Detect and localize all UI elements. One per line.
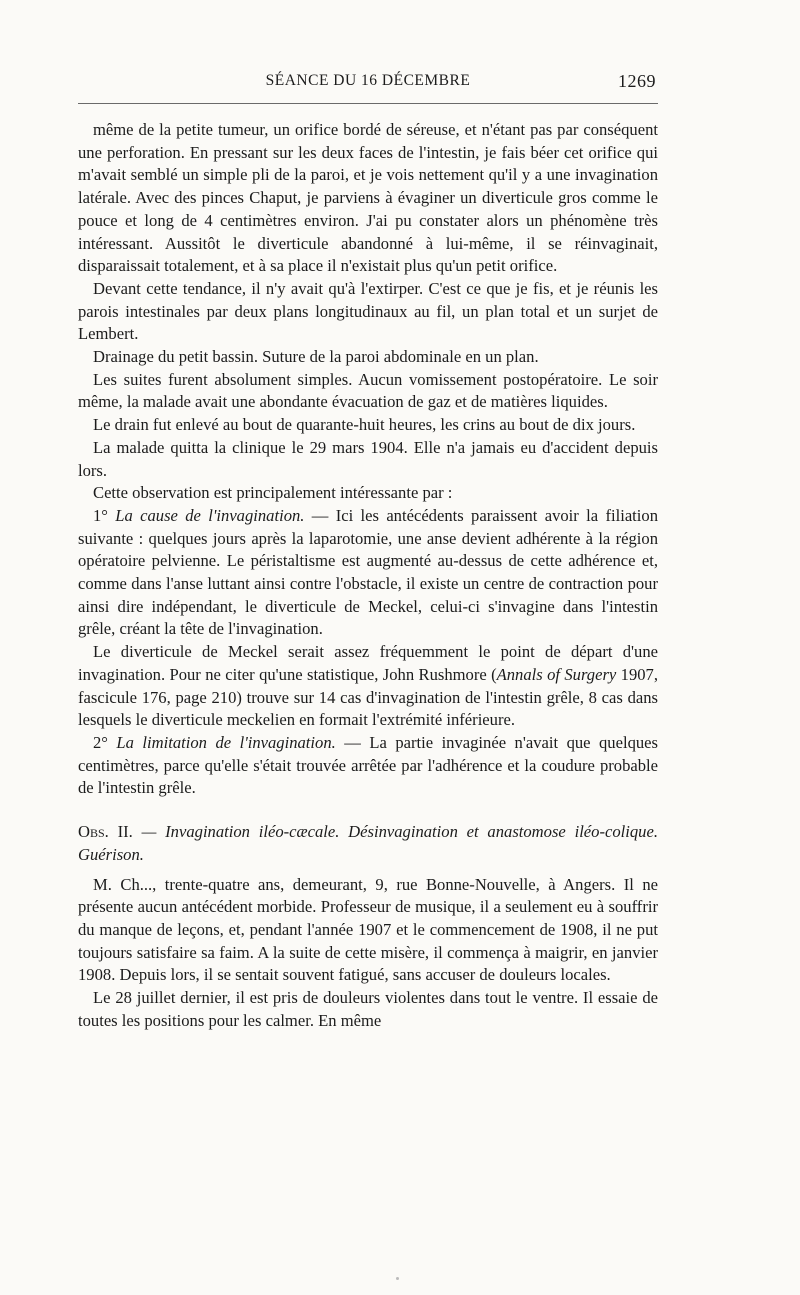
point-number: 1° <box>93 505 116 525</box>
paragraph: même de la petite tumeur, un orifice bordé de séreuse, et n'étant pas par conséquent une perforation. En pressant sur les deux faces de l'intestin, je fais béer cet orifice qui m'avait semblé un simple pli de la paroi, et je vois nettement qu'il y a une invagination latérale. Avec des pinces Chaput, je parviens à évaginer un diverticule gros comme le pouce et long de 4 centimètres environ. J'ai pu constater alors un phénomène très intéressant. Aussitôt le diverticule abandonné à lui-même, il se réinvaginait, disparaissait totalement, et à sa place il n'existait plus qu'un petit orifice. <box>78 120 658 276</box>
page-number: 1269 <box>618 71 656 91</box>
paragraph: Les suites furent absolument simples. Aucun vomissement postopératoire. Le soir même, la malade avait une abondante évacuation de gaz et de matières liquides. <box>78 369 658 412</box>
observation-title: — Invagination iléo-cæcale. Désinvagination et anastomose iléo-colique. Guérison. <box>78 822 658 864</box>
point-text: — Ici les antécédents paraissent avoir la filiation suivante : quelques jours après la laparotomie, une anse devient adhérente à la région opératoire pelvienne. Le péristaltisme est augmenté au-dessus de cette adhérence et, comme dans l'anse luttant ainsi contre l'obstacle, il existe un centre de contraction pour ainsi dire indépendant, le diverticule de Meckel, celui-ci s'invagine dans l'intestin grêle, créant la tête de l'invagination. <box>78 505 658 639</box>
paragraph: Cette observation est principalement intéressante par : <box>93 483 453 503</box>
point-number: 2° <box>93 732 117 752</box>
running-title: SÉANCE DU 16 DÉCEMBRE <box>265 72 471 89</box>
paragraph: Devant cette tendance, il n'y avait qu'à l'extirper. C'est ce que je fis, et je réunis les parois intestinales par deux plans longitudinaux au fil, un plan total et un surjet de Lembert. <box>78 278 658 344</box>
paragraph: M. Ch..., trente-quatre ans, demeurant, 9, rue Bonne-Nouvelle, à Angers. Il ne présente aucun antécédent morbide. Professeur de musique, il a seulement eu à souffrir du manque de leçons, et, pendant l'année 1907 et le commencement de 1908, il ne put toujours satisfaire sa faim. A la suite de cette misère, il commença à maigrir, en janvier 1908. Depuis lors, il se sentait souvent fatigué, sans accuser de douleurs locales. <box>78 874 658 985</box>
paper-speck <box>396 1277 399 1280</box>
paragraph-text: 1907, fascicule 176, page 210) trouve sur 14 cas d'invagination de l'intestin grêle, 8 cas dans lesquels le diverticule meckelien en formait l'extrémité inférieure. <box>78 664 659 730</box>
paragraph <box>78 732 658 800</box>
point-text: — La partie invaginée n'avait que quelques centimètres, parce qu'elle s'était trouvée arrêtée par l'adhérence et la coudure probable de l'intestin grêle. <box>78 732 658 798</box>
body-text <box>78 119 658 1032</box>
paragraph-text: Le diverticule de Meckel serait assez fréquemment le point de départ d'une invagination. Pour ne citer qu'une statistique, John Rushmore ( <box>78 642 658 684</box>
paragraph: Le 28 juillet dernier, il est pris de douleurs violentes dans tout le ventre. Il essaie de toutes les positions pour les calmer. En même <box>78 988 658 1030</box>
paragraph: Le drain fut enlevé au bout de quarante-huit heures, les crins au bout de dix jours. <box>93 415 636 435</box>
page-header <box>78 72 658 94</box>
observation-heading <box>78 821 658 866</box>
point-title: La limitation de l'invagination. <box>116 732 336 752</box>
point-title: La cause de l'invagination. <box>115 505 305 525</box>
journal-title: Annals of Surgery <box>496 664 617 684</box>
paragraph <box>78 505 658 641</box>
observation-label: Obs. II. <box>78 822 133 842</box>
header-rule <box>78 103 658 104</box>
paragraph: La malade quitta la clinique le 29 mars 1904. Elle n'a jamais eu d'accident depuis lors. <box>78 437 658 480</box>
paragraph <box>78 641 658 732</box>
paragraph: Drainage du petit bassin. Suture de la paroi abdominale en un plan. <box>93 347 539 367</box>
